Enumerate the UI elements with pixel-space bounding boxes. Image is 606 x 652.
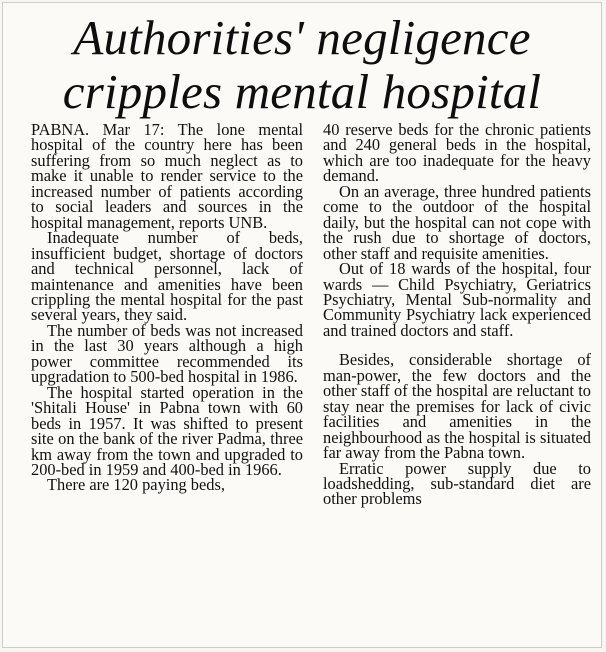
article-column-left bbox=[31, 122, 303, 493]
headline-line-2: cripples mental hospital bbox=[62, 64, 542, 119]
paragraph: Besides, considerable shortage of man-power, the few doctors and the other staff of the hospital are reluctant to stay near the premises for lack of civic facilities and amenities in the neighbourhood as the hospital is situated far away from the Pabna town. bbox=[323, 350, 591, 463]
paragraph: Inadequate number of beds, insufficient budget, shortage of doctors and technical personnel, lack of maintenance and amenities have been crippling the mental hospital for the past several years, they said. bbox=[31, 228, 303, 325]
newspaper-clipping bbox=[2, 2, 602, 648]
article-column-right bbox=[323, 122, 591, 507]
paragraph: 40 reserve beds for the chronic patients and 240 general beds in the hospital, which are too inadequate for the heavy demand. bbox=[323, 120, 591, 186]
headline-line-1: Authorities' negligence bbox=[73, 10, 531, 65]
paragraph: There are 120 paying beds, bbox=[47, 475, 225, 495]
headline bbox=[3, 11, 601, 119]
paragraph: The number of beds was not increased in the last 30 years although a high power committee recommended its upgradation to 500-bed hospital in 1986. bbox=[31, 320, 303, 387]
paragraph: Erratic power supply due to loadshedding, sub-standard diet are other problems bbox=[323, 458, 591, 509]
paragraph: The hospital started operation in the 'Shitali House' in Pabna town with 60 beds in 1957. It was shifted to present site on the bank of the river Padma, three km away from the town and upgraded to 200-bed in 1959 and 400-bed in 1966. bbox=[31, 382, 303, 479]
paragraph: On an average, three hundred patients come to the outdoor of the hospital daily, but the hospital can not cope with the rush due to shortage of doctors, other staff and requisite amenities. bbox=[323, 181, 591, 263]
paragraph: PABNA. Mar 17: The lone mental hospital of the country here has been suffering from so much neglect as to make it unable to render service to the increased number of patients according to social leaders and sources in the hospital management, reports UNB. bbox=[31, 120, 303, 232]
paragraph: Out of 18 wards of the hospital, four wards — Child Psychiatry, Geriatrics Psychiatry, Mental Sub-normality and Community Psychiatry lack experienced and trained doctors and staff. bbox=[323, 259, 591, 340]
